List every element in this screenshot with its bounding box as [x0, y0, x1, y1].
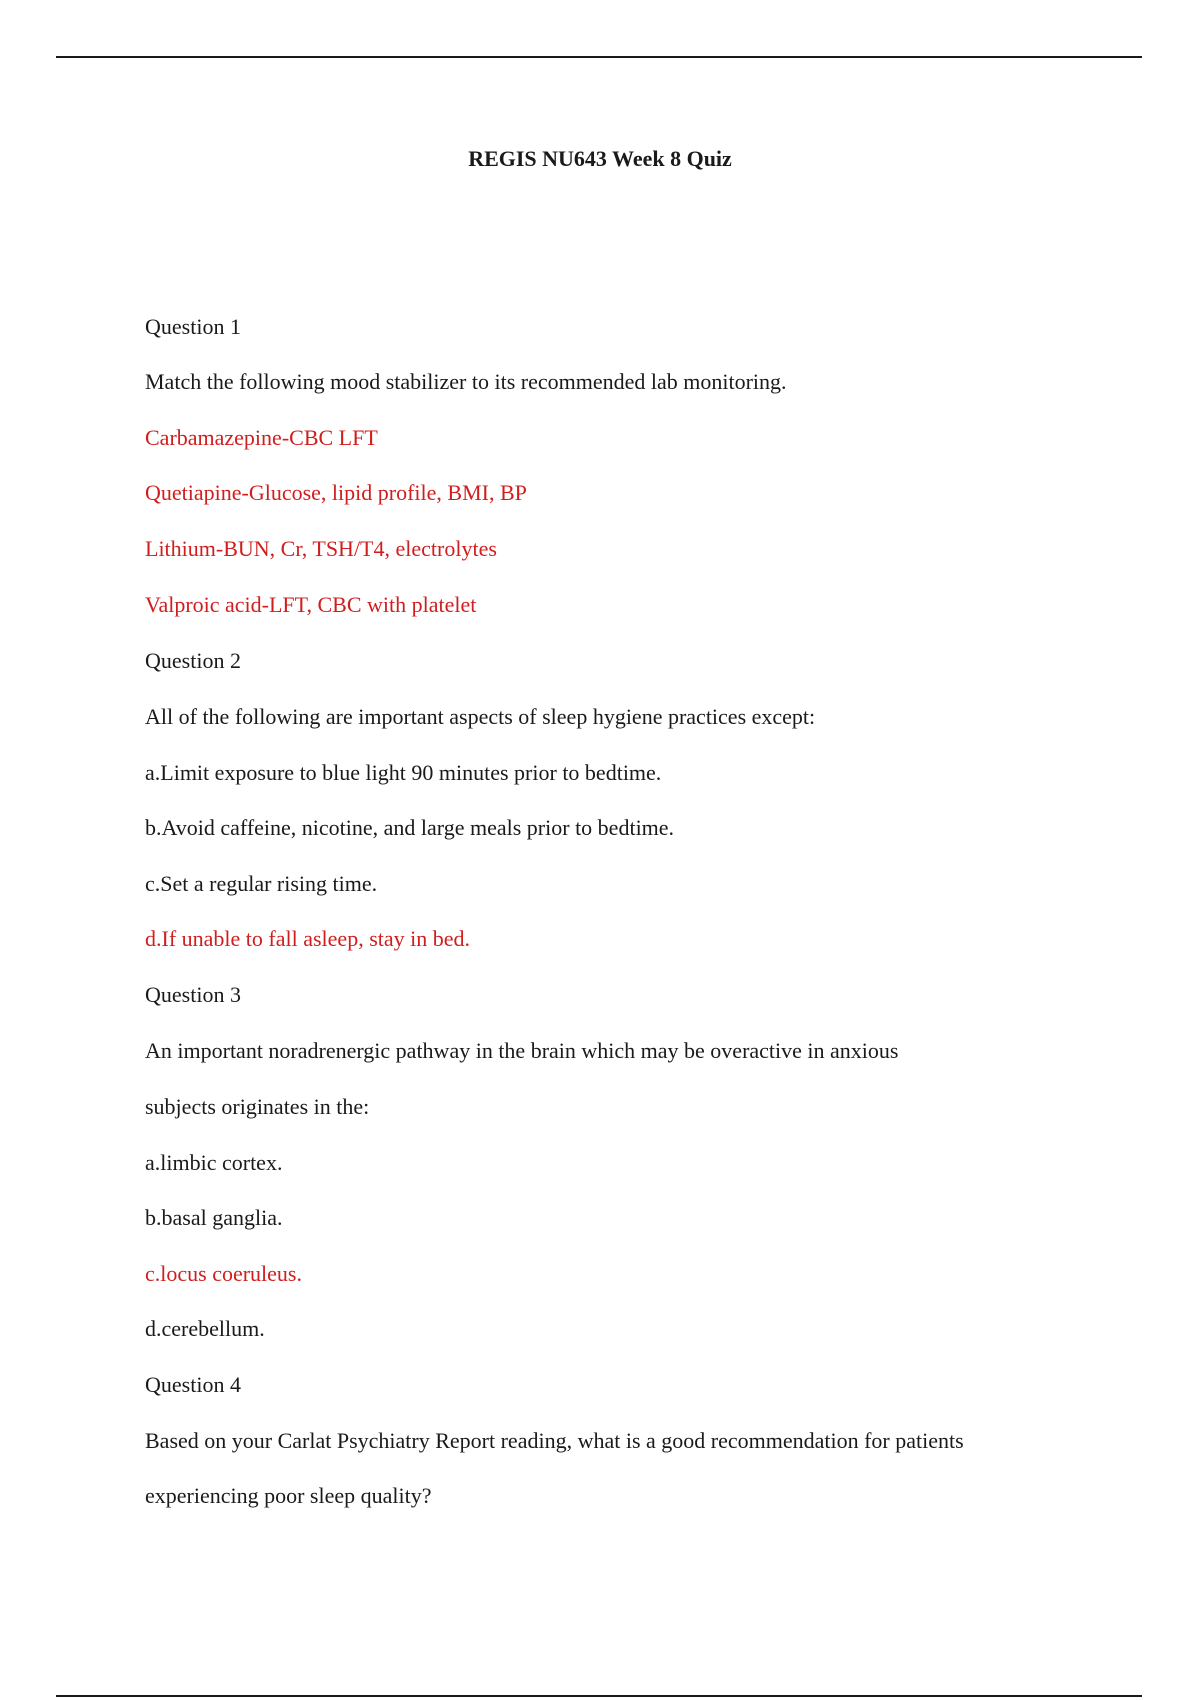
- question-1-heading: Question 1: [145, 314, 241, 339]
- question-4-prompt-line-1: Based on your Carlat Psychiatry Report reading, what is a good recommendation for patients: [145, 1428, 964, 1453]
- question-3-option-d: d.cerebellum.: [145, 1316, 265, 1341]
- question-3-option-b: b.basal ganglia.: [145, 1205, 283, 1230]
- question-2-option-c: c.Set a regular rising time.: [145, 871, 378, 896]
- question-1-answer-3: Lithium-BUN, Cr, TSH/T4, electrolytes: [145, 536, 497, 561]
- question-3-prompt-line-2: subjects originates in the:: [145, 1094, 370, 1119]
- question-1-answer-1: Carbamazepine-CBC LFT: [145, 425, 378, 450]
- top-rule: [56, 56, 1142, 58]
- question-2-prompt: All of the following are important aspects of sleep hygiene practices except:: [145, 704, 816, 729]
- question-1-prompt: Match the following mood stabilizer to its recommended lab monitoring.: [145, 369, 787, 394]
- question-3-heading: Question 3: [145, 982, 241, 1007]
- question-4-prompt-line-2: experiencing poor sleep quality?: [145, 1483, 432, 1508]
- question-2-option-b: b.Avoid caffeine, nicotine, and large meals prior to bedtime.: [145, 815, 675, 840]
- question-3-option-a: a.limbic cortex.: [145, 1150, 283, 1175]
- bottom-rule: [56, 1695, 1142, 1697]
- question-2-heading: Question 2: [145, 648, 241, 673]
- question-2-option-a: a.Limit exposure to blue light 90 minutes prior to bedtime.: [145, 760, 662, 785]
- question-4-heading: Question 4: [145, 1372, 241, 1397]
- question-1-answer-4: Valproic acid-LFT, CBC with platelet: [145, 592, 477, 617]
- question-3-prompt-line-1: An important noradrenergic pathway in the brain which may be overactive in anxious: [145, 1038, 899, 1063]
- question-3-option-c: c.locus coeruleus.: [145, 1261, 302, 1286]
- question-2-option-d: d.If unable to fall asleep, stay in bed.: [145, 926, 471, 951]
- page-title: REGIS NU643 Week 8 Quiz: [468, 146, 732, 171]
- question-1-answer-2: Quetiapine-Glucose, lipid profile, BMI, BP: [145, 480, 527, 505]
